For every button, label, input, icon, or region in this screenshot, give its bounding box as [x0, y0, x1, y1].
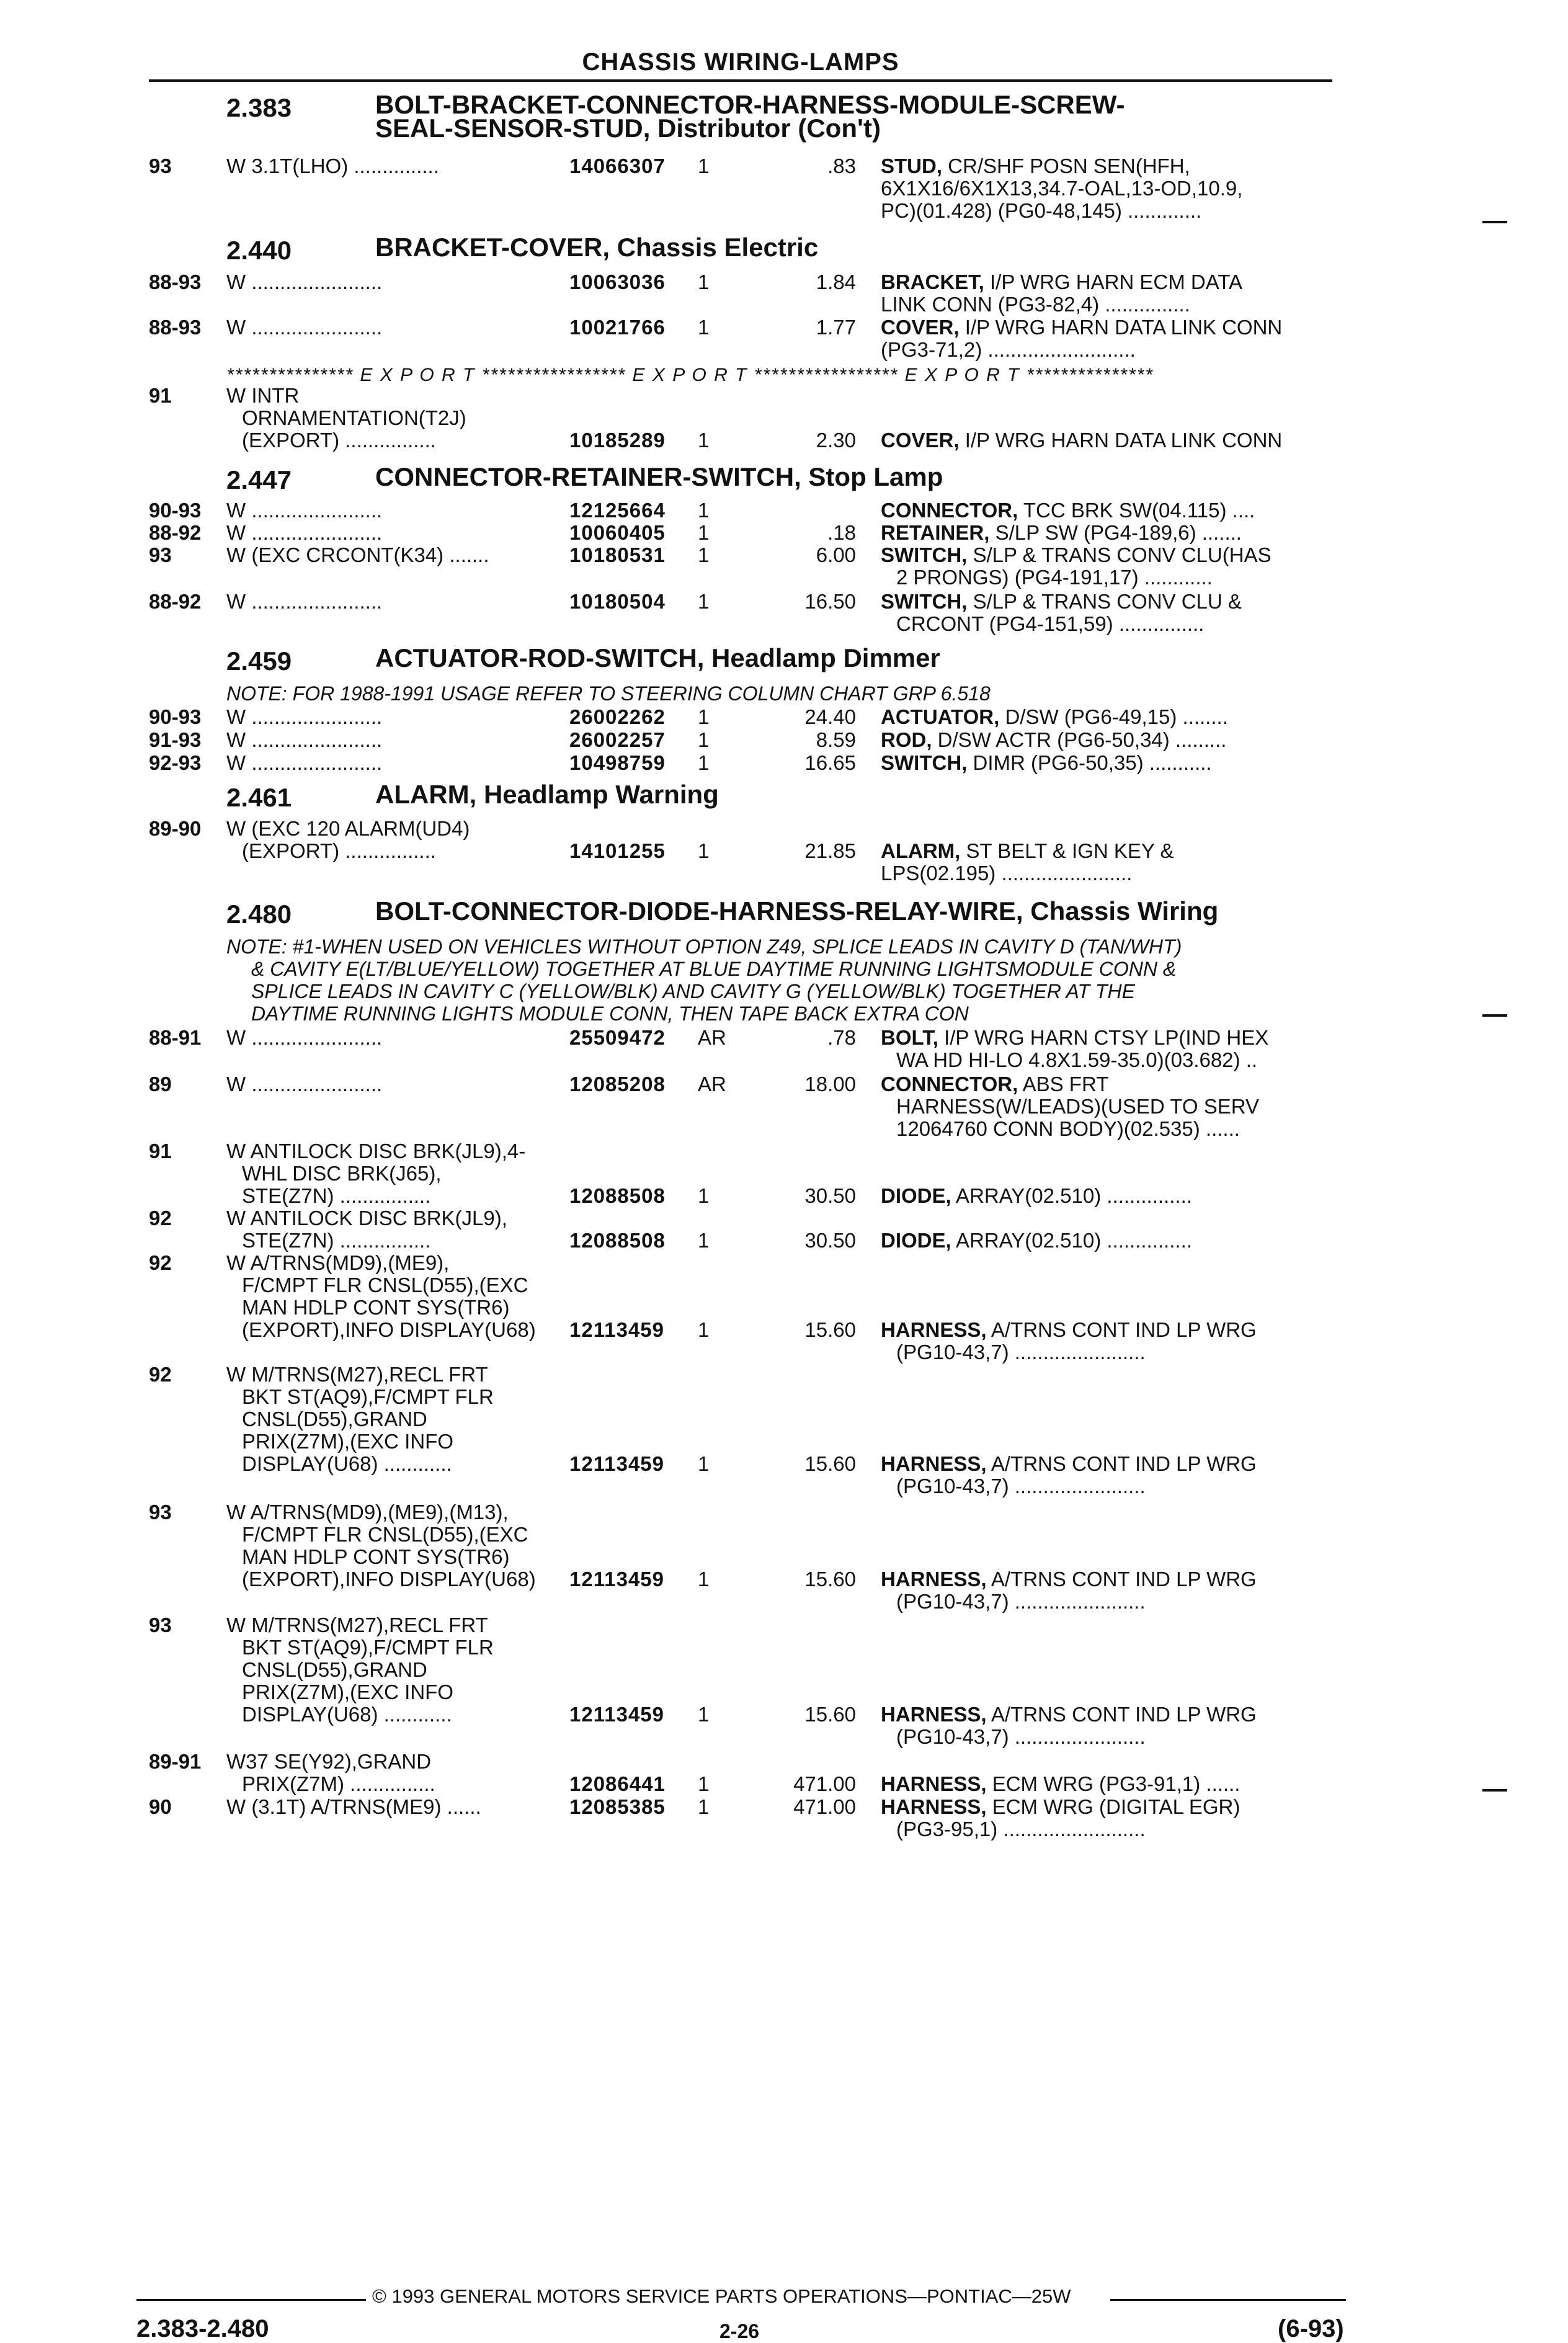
part-number: 12085208 [569, 1073, 666, 1096]
usage-description [226, 1073, 561, 1096]
usage-line: W M/TRNS(M27),RECL FRT [226, 1613, 488, 1636]
part-detail: WA HD HI-LO 4.8X1.59-35.0)(03.682) .. [896, 1048, 1258, 1071]
part-description [881, 1453, 1334, 1497]
part-number: 12125664 [569, 499, 666, 522]
model-years: 89 [149, 1073, 172, 1096]
part-detail: I/P WRG HARN DATA LINK CONN [964, 429, 1283, 452]
part-number: 10021766 [569, 316, 666, 339]
usage-line: MAN HDLP CONT SYS(TR6) [242, 1545, 510, 1568]
part-name: SWITCH, [881, 590, 968, 613]
usage-line: W (3.1T) A/TRNS(ME9) ...... [226, 1795, 481, 1818]
price: 30.50 [804, 1229, 856, 1252]
part-detail: D/SW ACTR (PG6-50,34) ......... [937, 728, 1227, 751]
usage-description [226, 1252, 561, 1341]
part-description [881, 1027, 1334, 1071]
part-name: HARNESS, [881, 1795, 987, 1818]
model-years: 93 [149, 1613, 172, 1636]
model-years: 88-92 [149, 590, 202, 613]
part-detail: 12064760 CONN BODY)(02.535) ...... [896, 1117, 1240, 1140]
quantity: 1 [698, 1184, 710, 1207]
quantity: 1 [698, 521, 710, 544]
model-years: 89-90 [149, 817, 202, 840]
model-years: 90 [149, 1795, 172, 1818]
price: .83 [827, 154, 856, 177]
price: 16.65 [804, 751, 856, 774]
quantity: 1 [698, 751, 710, 774]
section-number: 2.440 [226, 236, 292, 265]
model-years: 93 [149, 154, 172, 177]
note-line: SPLICE LEADS IN CAVITY C (YELLOW/BLK) AND CAVITY G (YELLOW/BLK) TOGETHER AT THE [251, 980, 1135, 1002]
usage-line: MAN HDLP CONT SYS(TR6) [242, 1296, 510, 1319]
export-separator: *************** E X P O R T ***************** E X P O R T ***************** E X P O R T *************** [226, 365, 1154, 385]
usage-description [226, 1614, 561, 1726]
note-line: NOTE: #1-WHEN USED ON VEHICLES WITHOUT OPTION Z49, SPLICE LEADS IN CAVITY D (TAN/WHT) [226, 935, 1182, 958]
part-description [881, 729, 1334, 751]
section-title [375, 896, 1343, 926]
price: .78 [827, 1026, 856, 1049]
price: 471.00 [793, 1772, 856, 1795]
model-years: 93 [149, 1501, 172, 1524]
model-years: 90-93 [149, 705, 202, 728]
part-detail: (PG10-43,7) ....................... [896, 1725, 1146, 1748]
usage-line: W ....................... [226, 316, 383, 339]
price: 15.60 [804, 1318, 856, 1341]
section-number: 2.447 [226, 465, 292, 494]
part-name: COVER, [881, 429, 960, 452]
section-number: 2.459 [226, 646, 292, 676]
price: .18 [827, 521, 856, 544]
note-line: DAYTIME RUNNING LIGHTS MODULE CONN, THEN TAPE BACK EXTRA CON [251, 1002, 969, 1025]
usage-line: W ANTILOCK DISC BRK(JL9),4- [226, 1140, 526, 1163]
usage-line: W ....................... [226, 499, 383, 522]
quantity: 1 [698, 705, 710, 728]
part-number: 26002257 [569, 728, 666, 751]
usage-line: F/CMPT FLR CNSL(D55),(EXC [242, 1274, 528, 1296]
part-number: 10185289 [569, 429, 666, 452]
section-title [375, 780, 1343, 809]
price: 6.00 [816, 543, 856, 566]
price: 15.60 [804, 1703, 856, 1726]
model-years: 88-93 [149, 270, 202, 293]
part-number: 12113459 [569, 1568, 665, 1591]
part-number: 10180504 [569, 590, 666, 613]
quantity: 1 [698, 429, 710, 452]
model-years: 90-93 [149, 499, 202, 522]
price: 1.77 [816, 316, 856, 339]
model-years: 92 [149, 1251, 172, 1274]
part-description [881, 1230, 1334, 1252]
usage-line: F/CMPT FLR CNSL(D55),(EXC [242, 1523, 528, 1546]
margin-mark [1482, 1789, 1507, 1792]
note-line: NOTE: FOR 1988-1991 USAGE REFER TO STEERING COLUMN CHART GRP 6.518 [226, 682, 991, 705]
part-detail: S/LP & TRANS CONV CLU(HAS [973, 543, 1272, 566]
price: 30.50 [804, 1184, 856, 1207]
part-description [881, 1796, 1334, 1841]
model-years: 91-93 [149, 728, 202, 751]
model-years: 92 [149, 1363, 172, 1386]
quantity: 1 [698, 1452, 710, 1475]
part-detail: D/SW (PG6-49,15) ........ [1005, 705, 1228, 728]
part-name: DIODE, [881, 1184, 951, 1207]
part-detail: ARRAY(02.510) ............... [956, 1184, 1192, 1207]
part-name: HARNESS, [881, 1568, 987, 1591]
model-years: 93 [149, 543, 172, 566]
part-detail: HARNESS(W/LEADS)(USED TO SERV [896, 1095, 1259, 1118]
quantity: 1 [698, 270, 710, 293]
quantity: 1 [698, 1795, 710, 1818]
usage-description [226, 499, 561, 522]
usage-description [226, 591, 561, 613]
usage-line: W ....................... [226, 270, 383, 293]
part-description [881, 1073, 1334, 1140]
usage-line: W A/TRNS(MD9),(ME9),(M13), [226, 1501, 509, 1524]
part-detail: ECM WRG (PG3-91,1) ...... [992, 1772, 1241, 1795]
part-description [881, 1773, 1334, 1795]
usage-line: W37 SE(Y92),GRAND [226, 1750, 432, 1773]
quantity: 1 [698, 590, 710, 613]
part-name: HARNESS, [881, 1452, 987, 1475]
price: 16.50 [804, 590, 856, 613]
usage-line: (EXPORT),INFO DISPLAY(U68) [242, 1318, 536, 1341]
part-name: SWITCH, [881, 751, 968, 774]
part-detail: ECM WRG (DIGITAL EGR) [992, 1795, 1241, 1818]
usage-description [226, 271, 561, 293]
quantity: AR [698, 1073, 726, 1096]
section-title-line: BOLT-BRACKET-CONNECTOR-HARNESS-MODULE-SCREW- [375, 90, 1125, 119]
part-detail: (PG3-95,1) ......................... [896, 1818, 1146, 1841]
usage-line: PRIX(Z7M),(EXC INFO [242, 1680, 454, 1703]
usage-line: W ....................... [226, 590, 383, 613]
footer-rule [1110, 2299, 1346, 2301]
usage-line: CNSL(D55),GRAND [242, 1658, 427, 1681]
model-years: 92-93 [149, 751, 202, 774]
usage-description [226, 1207, 561, 1252]
part-number: 25509472 [569, 1026, 666, 1049]
price: 21.85 [804, 839, 856, 862]
price: 1.84 [816, 270, 856, 293]
part-description [881, 155, 1334, 222]
part-detail: ST BELT & IGN KEY & [966, 839, 1174, 862]
section-number: 2.383 [226, 93, 292, 122]
part-detail: CR/SHF POSN SEN(HFH, [948, 154, 1190, 177]
usage-description [226, 706, 561, 728]
part-detail: 2 PRONGS) (PG4-191,17) ............ [896, 566, 1213, 589]
usage-description [226, 316, 561, 339]
part-description [881, 1319, 1334, 1363]
header-rule [149, 79, 1332, 82]
usage-description [226, 385, 561, 452]
section-title-line: BOLT-CONNECTOR-DIODE-HARNESS-RELAY-WIRE, Chassis Wiring [375, 896, 1219, 926]
footer-copyright: © 1993 GENERAL MOTORS SERVICE PARTS OPERATIONS—PONTIAC—25W [372, 2285, 1071, 2307]
usage-description [226, 1751, 561, 1795]
usage-line: PRIX(Z7M) ............... [242, 1772, 435, 1795]
part-detail: (PG10-43,7) ....................... [896, 1475, 1146, 1497]
margin-mark [1482, 221, 1507, 223]
part-detail: ARRAY(02.510) ............... [956, 1229, 1192, 1252]
usage-description [226, 729, 561, 751]
part-name: BOLT, [881, 1026, 938, 1049]
footer-date: (6-93) [1278, 2315, 1344, 2342]
part-detail: CRCONT (PG4-151,59) ............... [896, 612, 1205, 635]
usage-line: BKT ST(AQ9),F/CMPT FLR [242, 1385, 494, 1408]
part-name: HARNESS, [881, 1318, 987, 1341]
usage-line: W ANTILOCK DISC BRK(JL9), [226, 1207, 507, 1230]
usage-line: W ....................... [226, 728, 383, 751]
model-years: 89-91 [149, 1750, 202, 1773]
part-detail: ABS FRT [1022, 1073, 1109, 1096]
usage-description [226, 1363, 561, 1475]
part-detail: (PG10-43,7) ....................... [896, 1590, 1146, 1613]
usage-line: DISPLAY(U68) ............ [242, 1452, 452, 1475]
part-description [881, 1568, 1334, 1613]
usage-line: BKT ST(AQ9),F/CMPT FLR [242, 1636, 494, 1659]
part-name: ROD, [881, 728, 932, 751]
quantity: 1 [698, 1568, 710, 1591]
price: 24.40 [804, 705, 856, 728]
part-description [881, 706, 1334, 728]
section-title [375, 643, 1343, 672]
part-description [881, 1185, 1334, 1207]
usage-line: W 3.1T(LHO) ............... [226, 154, 439, 177]
usage-line: (EXPORT) ................ [242, 429, 436, 452]
margin-mark [1482, 1014, 1507, 1017]
part-number: 14101255 [569, 839, 666, 862]
part-detail: LINK CONN (PG3-82,4) ............... [881, 293, 1190, 316]
footer-page-number: 2-26 [719, 2320, 760, 2342]
part-detail: LPS(02.195) ....................... [881, 862, 1133, 885]
part-detail: DIMR (PG6-50,35) ........... [973, 751, 1212, 774]
part-detail: A/TRNS CONT IND LP WRG [991, 1318, 1257, 1341]
section-title [375, 462, 1343, 491]
part-number: 10180531 [569, 543, 666, 566]
part-name: CONNECTOR, [881, 499, 1018, 522]
usage-line: WHL DISC BRK(J65), [242, 1162, 442, 1185]
section-number: 2.461 [226, 783, 292, 812]
usage-description [226, 1796, 561, 1818]
quantity: 1 [698, 839, 710, 862]
section-title [375, 90, 1343, 143]
part-description [881, 316, 1334, 361]
usage-description [226, 818, 561, 862]
part-detail: I/P WRG HARN ECM DATA [990, 270, 1243, 293]
quantity: 1 [698, 499, 710, 522]
quantity: 1 [698, 543, 710, 566]
part-description [881, 840, 1334, 885]
model-years: 91 [149, 384, 172, 407]
price: 2.30 [816, 429, 856, 452]
part-description [881, 544, 1334, 589]
price: 15.60 [804, 1452, 856, 1475]
part-name: BRACKET, [881, 270, 984, 293]
part-detail: I/P WRG HARN CTSY LP(IND HEX [944, 1026, 1269, 1049]
usage-line: W (EXC 120 ALARM(UD4) [226, 817, 470, 840]
part-number: 12088508 [569, 1184, 666, 1207]
part-name: CONNECTOR, [881, 1073, 1018, 1096]
price: 15.60 [804, 1568, 856, 1591]
part-name: SWITCH, [881, 543, 968, 566]
usage-line: W ....................... [226, 521, 383, 544]
usage-line: W ....................... [226, 705, 383, 728]
usage-line: STE(Z7N) ................ [242, 1184, 431, 1207]
quantity: 1 [698, 1318, 710, 1341]
footer-rule [136, 2299, 366, 2301]
part-detail: S/LP SW (PG4-189,6) ....... [995, 521, 1242, 544]
section-title [375, 233, 1343, 262]
usage-line: CNSL(D55),GRAND [242, 1408, 427, 1430]
part-detail: A/TRNS CONT IND LP WRG [991, 1452, 1257, 1475]
part-number: 10060405 [569, 521, 666, 544]
part-number: 12113459 [569, 1318, 665, 1341]
part-name: ACTUATOR, [881, 705, 1000, 728]
part-name: COVER, [881, 316, 960, 339]
section-note [226, 935, 1343, 1025]
footer-section-range: 2.383-2.480 [136, 2315, 269, 2342]
quantity: 1 [698, 154, 710, 177]
part-description [881, 1703, 1334, 1748]
part-description [881, 429, 1334, 452]
usage-description [226, 522, 561, 544]
part-detail: (PG10-43,7) ....................... [896, 1341, 1146, 1363]
model-years: 88-93 [149, 316, 202, 339]
quantity: 1 [698, 316, 710, 339]
part-number: 12086441 [569, 1772, 666, 1795]
part-detail: 6X1X16/6X1X13,34.7-OAL,13-OD,10.9, [881, 177, 1243, 200]
usage-line: W INTR [226, 384, 300, 407]
part-detail: S/LP & TRANS CONV CLU & [973, 590, 1242, 613]
section-title-line: ALARM, Headlamp Warning [375, 780, 719, 809]
part-number: 12085385 [569, 1795, 666, 1818]
usage-line: (EXPORT),INFO DISPLAY(U68) [242, 1568, 536, 1591]
usage-line: W ....................... [226, 1026, 383, 1049]
section-title-line: SEAL-SENSOR-STUD, Distributor (Con't) [375, 114, 881, 143]
part-number: 12088508 [569, 1229, 666, 1252]
usage-line: W A/TRNS(MD9),(ME9), [226, 1251, 450, 1274]
usage-description [226, 155, 561, 177]
part-name: HARNESS, [881, 1772, 987, 1795]
price: 8.59 [816, 728, 856, 751]
part-number: 10063036 [569, 270, 666, 293]
part-description [881, 271, 1334, 316]
part-detail: PC)(01.428) (PG0-48,145) ............. [881, 199, 1202, 222]
quantity: 1 [698, 1229, 710, 1252]
section-title-line: ACTUATOR-ROD-SWITCH, Headlamp Dimmer [375, 643, 940, 672]
part-detail: A/TRNS CONT IND LP WRG [991, 1703, 1257, 1726]
model-years: 88-91 [149, 1026, 202, 1049]
usage-line: DISPLAY(U68) ............ [242, 1703, 452, 1726]
quantity: 1 [698, 728, 710, 751]
model-years: 91 [149, 1140, 172, 1163]
part-detail: TCC BRK SW(04.115) .... [1023, 499, 1255, 522]
usage-description [226, 752, 561, 774]
part-number: 26002262 [569, 705, 666, 728]
part-detail: I/P WRG HARN DATA LINK CONN [964, 316, 1283, 339]
usage-line: W ....................... [226, 751, 383, 774]
part-detail: A/TRNS CONT IND LP WRG [991, 1568, 1257, 1591]
note-line: & CAVITY E(LT/BLUE/YELLOW) TOGETHER AT BLUE DAYTIME RUNNING LIGHTSMODULE CONN & [251, 958, 1177, 980]
section-note [226, 682, 1343, 705]
price: 471.00 [793, 1795, 856, 1818]
part-description [881, 752, 1334, 774]
section-title-line: BRACKET-COVER, Chassis Electric [375, 233, 819, 262]
usage-line: (EXPORT) ................ [242, 839, 436, 862]
usage-description [226, 544, 561, 566]
usage-description [226, 1027, 561, 1049]
part-description [881, 522, 1334, 544]
part-name: DIODE, [881, 1229, 951, 1252]
usage-line: W (EXC CRCONT(K34) ....... [226, 543, 489, 566]
page-header-title: CHASSIS WIRING-LAMPS [582, 48, 899, 76]
usage-line: ORNAMENTATION(T2J) [242, 406, 466, 429]
part-number: 14066307 [569, 154, 666, 177]
model-years: 88-92 [149, 521, 202, 544]
part-name: RETAINER, [881, 521, 990, 544]
part-name: STUD, [881, 154, 942, 177]
usage-line: W ....................... [226, 1073, 383, 1096]
usage-line: PRIX(Z7M),(EXC INFO [242, 1430, 454, 1453]
part-number: 12113459 [569, 1703, 665, 1726]
part-description [881, 591, 1334, 635]
price: 18.00 [804, 1073, 856, 1096]
part-detail: (PG3-71,2) .......................... [881, 338, 1136, 361]
quantity: 1 [698, 1703, 710, 1726]
section-title-line: CONNECTOR-RETAINER-SWITCH, Stop Lamp [375, 462, 943, 491]
part-number: 10498759 [569, 751, 666, 774]
usage-line: STE(Z7N) ................ [242, 1229, 431, 1252]
quantity: AR [698, 1026, 726, 1049]
part-name: HARNESS, [881, 1703, 987, 1726]
usage-description [226, 1501, 561, 1591]
part-number: 12113459 [569, 1452, 665, 1475]
quantity: 1 [698, 1772, 710, 1795]
model-years: 92 [149, 1207, 172, 1230]
usage-line: W M/TRNS(M27),RECL FRT [226, 1363, 488, 1386]
section-number: 2.480 [226, 899, 292, 929]
part-name: ALARM, [881, 839, 961, 862]
usage-description [226, 1140, 561, 1207]
part-description [881, 499, 1334, 522]
